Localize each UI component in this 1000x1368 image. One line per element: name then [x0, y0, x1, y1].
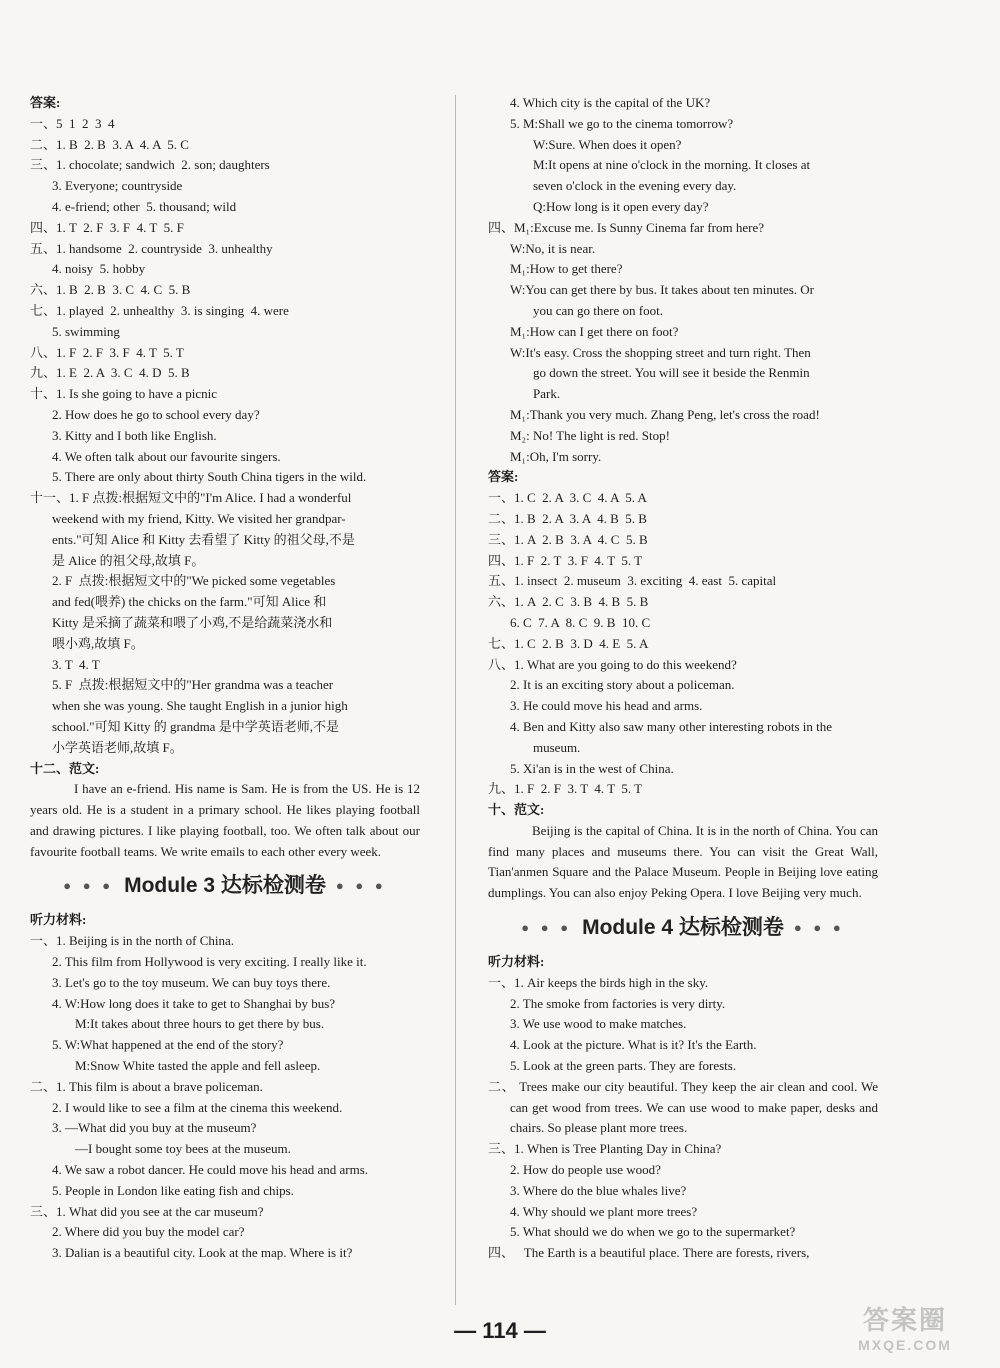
text-line: school."可知 Kitty 的 grandma 是中学英语老师,不是 — [52, 718, 339, 734]
text-line: 5. What should we do when we go to the supermarket? — [510, 1224, 796, 1240]
text-line: 九、1. F 2. F 3. T 4. T 5. T — [488, 781, 643, 797]
text-line: Q:How long is it open every day? — [533, 198, 709, 214]
text-line: when she was young. She taught English in a junior high — [52, 698, 348, 714]
text-line: 4. Why should we plant more trees? — [510, 1203, 698, 1219]
text-line: 十一、1. F 点拨:根据短文中的"I'm Alice. I had a wonderful — [30, 490, 352, 506]
text-line: M₁:How can I get there on foot? — [510, 323, 679, 339]
dots-decoration: ● ● ● — [793, 919, 845, 935]
text-line: W:You can get there by bus. It takes about ten minutes. Or — [510, 282, 814, 298]
text-line: 一、1. Beijing is in the north of China. — [30, 933, 235, 949]
text-line: 3. Where do the blue whales live? — [510, 1182, 687, 1198]
text-line: 5. M:Shall we go to the cinema tomorrow? — [510, 115, 734, 131]
text-line: 3. Kitty and I both like English. — [52, 427, 217, 443]
section-heading: 听力材料: — [488, 954, 545, 970]
text-line: 5. W:What happened at the end of the story? — [52, 1037, 284, 1053]
text-line: 十、1. Is she going to have a picnic — [30, 386, 218, 402]
right-column — [488, 93, 878, 1264]
text-line: 二、1. B 2. B 3. A 4. A 5. C — [30, 136, 189, 152]
text-line: M₂: No! The light is red. Stop! — [510, 427, 670, 443]
text-line: 4. e-friend; other 5. thousand; wild — [52, 198, 237, 214]
dots-decoration: ● ● ● — [521, 919, 573, 935]
text-line: 八、1. What are you going to do this weekend? — [488, 656, 737, 672]
watermark-text: 答案圈 — [862, 1305, 947, 1335]
dots-decoration: ● ● ● — [335, 878, 387, 894]
text-line: 是 Alice 的祖父母,故填 F。 — [52, 552, 205, 568]
text-line: 3. He could move his head and arms. — [510, 698, 703, 714]
text-line: M:Snow White tasted the apple and fell asleep. — [75, 1058, 321, 1074]
text-line: 2. How does he go to school every day? — [52, 406, 260, 422]
module-heading — [488, 908, 878, 948]
text-line: 2. I would like to see a film at the cinema this weekend. — [52, 1099, 343, 1115]
text-line: W:No, it is near. — [510, 240, 596, 256]
section-heading: 十、范文: — [488, 802, 545, 818]
section-heading: 十二、范文: — [30, 760, 100, 776]
text-line: 3. —What did you buy at the museum? — [52, 1120, 257, 1136]
text-line: 三、1. chocolate; sandwich 2. son; daughters — [30, 157, 270, 173]
text-line: 4. We often talk about our favourite singers. — [52, 448, 281, 464]
text-line: go down the street. You will see it beside the Renmin — [533, 365, 810, 381]
text-line: 3. Dalian is a beautiful city. Look at the map. Where is it? — [52, 1245, 353, 1261]
text-line: M₁:Oh, I'm sorry. — [510, 448, 602, 464]
left-column — [30, 93, 420, 1264]
text-line: 一、1. C 2. A 3. C 4. A 5. A — [488, 490, 647, 506]
text-line: 四、1. F 2. T 3. F 4. T 5. T — [488, 552, 643, 568]
page-number: — 114 — — [454, 1318, 546, 1343]
text-line: Park. — [533, 386, 561, 402]
text-line: museum. — [533, 739, 581, 755]
text-line: seven o'clock in the evening every day. — [533, 178, 737, 194]
text-line: 七、1. played 2. unhealthy 3. is singing 4. were — [30, 302, 289, 318]
text-line: 3. Everyone; countryside — [52, 178, 183, 194]
text-line: weekend with my friend, Kitty. We visited her grandpar- — [52, 510, 346, 526]
text-line: M₁:Thank you very much. Zhang Peng, let's cross the road! — [510, 406, 820, 422]
text-line: 2. It is an exciting story about a policeman. — [510, 677, 735, 693]
text-line: 六、1. B 2. B 3. C 4. C 5. B — [30, 282, 191, 298]
text-line: 5. Look at the green parts. They are forests. — [510, 1058, 737, 1074]
text-line: M:It takes about three hours to get there by bus. — [75, 1016, 325, 1032]
section-heading: 答案: — [488, 469, 519, 485]
text-line: 5. Xi'an is in the west of China. — [510, 760, 674, 776]
text-line: 2. How do people use wood? — [510, 1162, 661, 1178]
text-line: and fed(喂养) the chicks on the farm."可知 Alice 和 — [52, 594, 327, 610]
text-line: M:It opens at nine o'clock in the morning. It closes at — [533, 157, 811, 173]
section-heading: 答案: — [30, 95, 61, 110]
text-line: 4. W:How long does it take to get to Shanghai by bus? — [52, 995, 336, 1011]
text-line: 2. The smoke from factories is very dirty. — [510, 995, 726, 1011]
text-line: 3. We use wood to make matches. — [510, 1016, 687, 1032]
text-line: Beijing is the capital of China. It is in the north of China. You can find many places and museums there. You can visit the Great Wall, Tian'anmen Square and the Palace Museum. People in Beijing love eating dumplings. You can also enjoy Peking Opera. I love Beijing very much. — [488, 822, 878, 901]
text-line: 七、1. C 2. B 3. D 4. E 5. A — [488, 635, 649, 651]
text-line: 喂小鸡,故填 F。 — [52, 635, 144, 651]
text-line: 4. Ben and Kitty also saw many other interesting robots in the — [510, 718, 833, 734]
text-line: 4. Which city is the capital of the UK? — [510, 95, 711, 110]
text-line: 4. We saw a robot dancer. He could move his head and arms. — [52, 1162, 369, 1178]
text-line: 4. Look at the picture. What is it? It's the Earth. — [510, 1037, 757, 1053]
text-line: I have an e-friend. His name is Sam. He is from the US. He is 12 years old. He is a student in a primary school. He likes playing football and drawing pictures. I like playing football, too. We often talk about our favourite football teams. We write emails to each other every week. — [30, 781, 420, 859]
text-line: 四、1. T 2. F 3. F 4. T 5. F — [30, 219, 184, 235]
text-line: 2. Where did you buy the model car? — [52, 1224, 245, 1240]
text-line: 2. This film from Hollywood is very exciting. I really like it. — [52, 954, 367, 970]
text-line: —I bought some toy bees at the museum. — [75, 1141, 291, 1157]
text-line: 5. F 点拨:根据短文中的"Her grandma was a teacher — [52, 677, 334, 693]
text-line: 3. Let's go to the toy museum. We can buy toys there. — [52, 974, 331, 990]
text-line: 4. noisy 5. hobby — [52, 261, 146, 277]
column-divider — [455, 95, 456, 1305]
text-line: 小学英语老师,故填 F。 — [52, 739, 183, 755]
text-line: 6. C 7. A 8. C 9. B 10. C — [510, 614, 651, 630]
text-line: 三、1. A 2. B 3. A 4. C 5. B — [488, 531, 648, 547]
text-line: 5. There are only about thirty South China tigers in the wild. — [52, 469, 367, 485]
text-line: 5. swimming — [52, 323, 120, 339]
text-line: 5. People in London like eating fish and chips. — [52, 1182, 294, 1198]
text-line: 三、1. When is Tree Planting Day in China? — [488, 1141, 722, 1157]
module-title: Module 4 达标检测卷 — [582, 915, 784, 939]
watermark-logo — [830, 1300, 980, 1360]
text-line: 八、1. F 2. F 3. F 4. T 5. T — [30, 344, 184, 360]
text-line: 一、5 1 2 3 4 — [30, 115, 115, 131]
text-line: 四、M₁:Excuse me. Is Sunny Cinema far from here? — [488, 219, 765, 235]
text-line: 五、1. handsome 2. countryside 3. unhealthy — [30, 240, 273, 256]
text-line: 二、 Trees make our city beautiful. They keep the air clean and cool. We can get wood from trees. We can use wood to make paper, desks and chairs. So please plant more trees. — [488, 1078, 878, 1136]
section-heading: 听力材料: — [30, 912, 87, 928]
text-line: 2. F 点拨:根据短文中的"We picked some vegetables — [52, 573, 336, 589]
text-line: 九、1. E 2. A 3. C 4. D 5. B — [30, 365, 190, 381]
text-line: 三、1. What did you see at the car museum? — [30, 1203, 264, 1219]
text-line: 一、1. Air keeps the birds high in the sky. — [488, 974, 709, 990]
text-line: ents."可知 Alice 和 Kitty 去看望了 Kitty 的祖父母,不是 — [52, 531, 355, 547]
text-line: W:Sure. When does it open? — [533, 136, 682, 152]
text-line: you can go there on foot. — [533, 302, 663, 318]
module-heading — [30, 866, 420, 906]
dots-decoration: ● ● ● — [63, 878, 115, 894]
text-line: 二、1. This film is about a brave policeman. — [30, 1078, 263, 1094]
text-line: M₁:How to get there? — [510, 261, 623, 277]
text-line: 二、1. B 2. A 3. A 4. B 5. B — [488, 510, 647, 526]
module-title: Module 3 达标检测卷 — [124, 874, 326, 898]
text-line: 3. T 4. T — [52, 656, 100, 672]
text-line: 六、1. A 2. C 3. B 4. B 5. B — [488, 594, 649, 610]
text-line: 五、1. insect 2. museum 3. exciting 4. east 5. capital — [488, 573, 777, 589]
text-line: Kitty 是采摘了蔬菜和喂了小鸡,不是给蔬菜浇水和 — [52, 614, 333, 630]
watermark-url: MXQE.COM — [858, 1337, 952, 1353]
text-line: 四、 The Earth is a beautiful place. There are forests, rivers, — [488, 1245, 810, 1261]
text-line: W:It's easy. Cross the shopping street and turn right. Then — [510, 344, 811, 360]
